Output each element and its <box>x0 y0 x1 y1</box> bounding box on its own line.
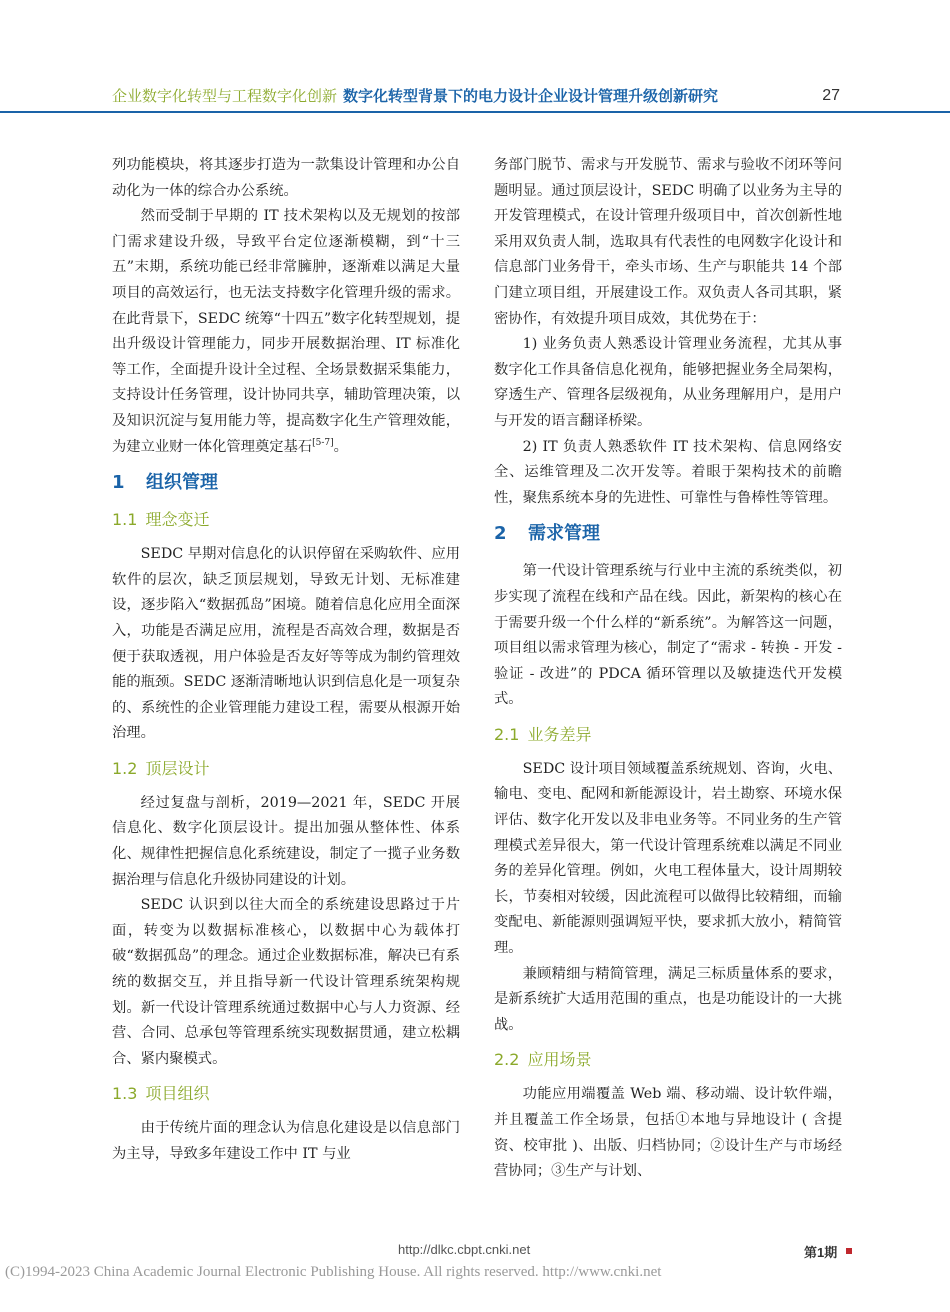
section-number: 2 <box>494 523 507 545</box>
paragraph: SEDC 设计项目领域覆盖系统规划、咨询，火电、输电、变电、配网和新能源设计，岩土勘察、环境水保评估、数字化开发以及非电业务等。不同业务的生产管理模式差异很大，第一代设计管理系统难以满足不同业务的差异化管理。例如，火电工程体量大，设计周期较长，节奏相对较缓，因此流程可以做得比较精细，而输变配电、新能源则强调短平快，要求抓大放小，精简管理。 <box>494 760 842 957</box>
paragraph: 1) 业务负责人熟悉设计管理业务流程，尤其从事数字化工作具备信息化视角，能够把握业务全局架构，穿透生产、管理各层级视角，从业务理解用户，是用户与开发的语言翻译桥梁。 <box>494 336 842 429</box>
paragraph: 2) IT 负责人熟悉软件 IT 技术架构、信息网络安全、运维管理及二次开发等。着眼于架构技术的前瞻性，聚焦系统本身的先进性、可靠性与鲁棒性等管理。 <box>494 438 842 506</box>
paragraph: 列功能模块，将其逐步打造为一款集设计管理和办公自动化为一体的综合办公系统。 <box>112 157 460 199</box>
subsection-number: 1.1 <box>112 510 138 530</box>
subsection-title: 项目组织 <box>145 1084 210 1104</box>
section-title: 组织管理 <box>146 472 218 494</box>
right-column <box>494 153 842 1185</box>
subsection-heading-2-1 <box>494 723 842 747</box>
paragraph: 兼顾精细与精简管理，满足三标质量体系的要求，是新系统扩大适用范围的重点，也是功能设计的一大挑战。 <box>494 965 842 1033</box>
journal-url[interactable]: http://dlkc.cbpt.cnki.net <box>398 1242 531 1257</box>
subsection-title: 顶层设计 <box>145 758 210 778</box>
subsection-title: 业务差异 <box>527 724 592 744</box>
paragraph: 务部门脱节、需求与开发脱节、需求与验收不闭环等问题明显。通过顶层设计，SEDC 明确了以业务为主导的开发管理模式，在设计管理升级项目中，首次创新性地采用双负责人制，选取具有代表性的电网数字化设计和信息部门业务骨干，牵头市场、生产与职能共 14 个部门建立项目组，开展建设工作。双负责人各司其职，紧密协作，有效提升项目成效，其优势在于： <box>494 157 842 327</box>
header-rule <box>0 111 950 113</box>
paragraph <box>112 204 460 460</box>
paragraph: 经过复盘与剖析，2019—2021 年，SEDC 开展信息化、数字化顶层设计。提出加强从整体性、体系化、规律性把握信息化系统建设，制定了一揽子业务数据治理与信息化升级协同建设的计划。 <box>112 794 460 888</box>
left-column <box>112 153 460 1168</box>
paragraph: SEDC 认识到以往大而全的系统建设思路过于片面，转变为以数据标准核心，以数据中心为载体打破“数据孤岛”的理念。通过企业数据标准，解决已有系统的数据交互，并且指导新一代设计管理系统架构规划。新一代设计管理系统通过数据中心与人力资源、经营、合同、总承包等管理系统实现数据贯通，建立松耦合、紧内聚模式。 <box>112 897 460 1067</box>
article-title: 数字化转型背景下的电力设计企业设计管理升级创新研究 <box>343 87 719 105</box>
issue-label: 第1期 <box>804 1245 838 1260</box>
journal-section-title: 企业数字化转型与工程数字化创新 <box>112 87 338 105</box>
subsection-number: 2.1 <box>494 724 520 744</box>
subsection-heading-1-2 <box>112 757 460 781</box>
subsection-title: 理念变迁 <box>145 510 210 530</box>
paragraph-end: 。 <box>333 438 348 455</box>
subsection-heading-1-1 <box>112 508 460 532</box>
footer-square-icon <box>846 1248 852 1254</box>
section-number: 1 <box>112 472 125 494</box>
copyright-line: (C)1994-2023 China Academic Journal Electronic Publishing House. All rights reserved. http://www.cnki.net <box>5 1264 662 1280</box>
paragraph: 由于传统片面的理念认为信息化建设是以信息部门为主导，导致多年建设工作中 IT 与业 <box>112 1120 460 1162</box>
page-footer <box>0 1238 950 1262</box>
paragraph: 第一代设计管理系统与行业中主流的系统类似，初步实现了流程在线和产品在线。因此，新架构的核心在于需要升级一个什么样的“新系统”。为解答这一问题，项目组以需求管理为核心，制定了“需求 - 转换 - 开发 - 验证 - 改进”的 PDCA 循环管理以及敏捷迭代开发模式。 <box>494 563 842 708</box>
page-number: 27 <box>822 87 840 104</box>
subsection-heading-2-2 <box>494 1048 842 1072</box>
paragraph-text: 然而受制于早期的 IT 技术架构以及无规划的按部门需求建设升级，导致平台定位逐渐模糊，到“十三五”末期，系统功能已经非常臃肿，逐渐难以满足大量项目的高效运行，也无法支持数字化管理升级的需求。在此背景下，SEDC 统筹“十四五”数字化转型规划，提出升级设计管理能力，同步开展数据治理、IT 标准化等工作，全面提升设计全过程、全场景数据采集能力，支持设计任务管理，设计协同共享，辅助管理决策，以及知识沉淀与复用能力等，提高数字化生产管理效能，为建立业财一体化管理奠定基石 <box>112 208 460 455</box>
running-header <box>112 82 840 110</box>
subsection-heading-1-3 <box>112 1082 460 1106</box>
paragraph: 功能应用端覆盖 Web 端、移动端、设计软件端，并且覆盖工作全场景，包括①本地与异地设计 ( 含提资、校审批 )、出版、归档协同；②设计生产与市场经营协同；③生产与计划、 <box>494 1086 842 1180</box>
subsection-number: 2.2 <box>494 1050 520 1070</box>
subsection-number: 1.3 <box>112 1084 138 1104</box>
citation: [5-7] <box>312 437 334 448</box>
section-heading-1 <box>112 470 460 496</box>
section-heading-2 <box>494 521 842 547</box>
paragraph: SEDC 早期对信息化的认识停留在采购软件、应用软件的层次，缺乏顶层规划，导致无计划、无标准建设，逐步陷入“数据孤岛”困境。随着信息化应用全面深入，功能是否满足应用，流程是否高效合理，数据是否便于获取透视，用户体验是否友好等等成为制约管理效能的瓶颈。SEDC 逐渐清晰地认识到信息化是一项复杂的、系统性的企业管理能力建设工程，需要从根源开始治理。 <box>112 546 460 742</box>
subsection-title: 应用场景 <box>527 1050 592 1070</box>
section-title: 需求管理 <box>528 523 600 545</box>
subsection-number: 1.2 <box>112 758 138 778</box>
